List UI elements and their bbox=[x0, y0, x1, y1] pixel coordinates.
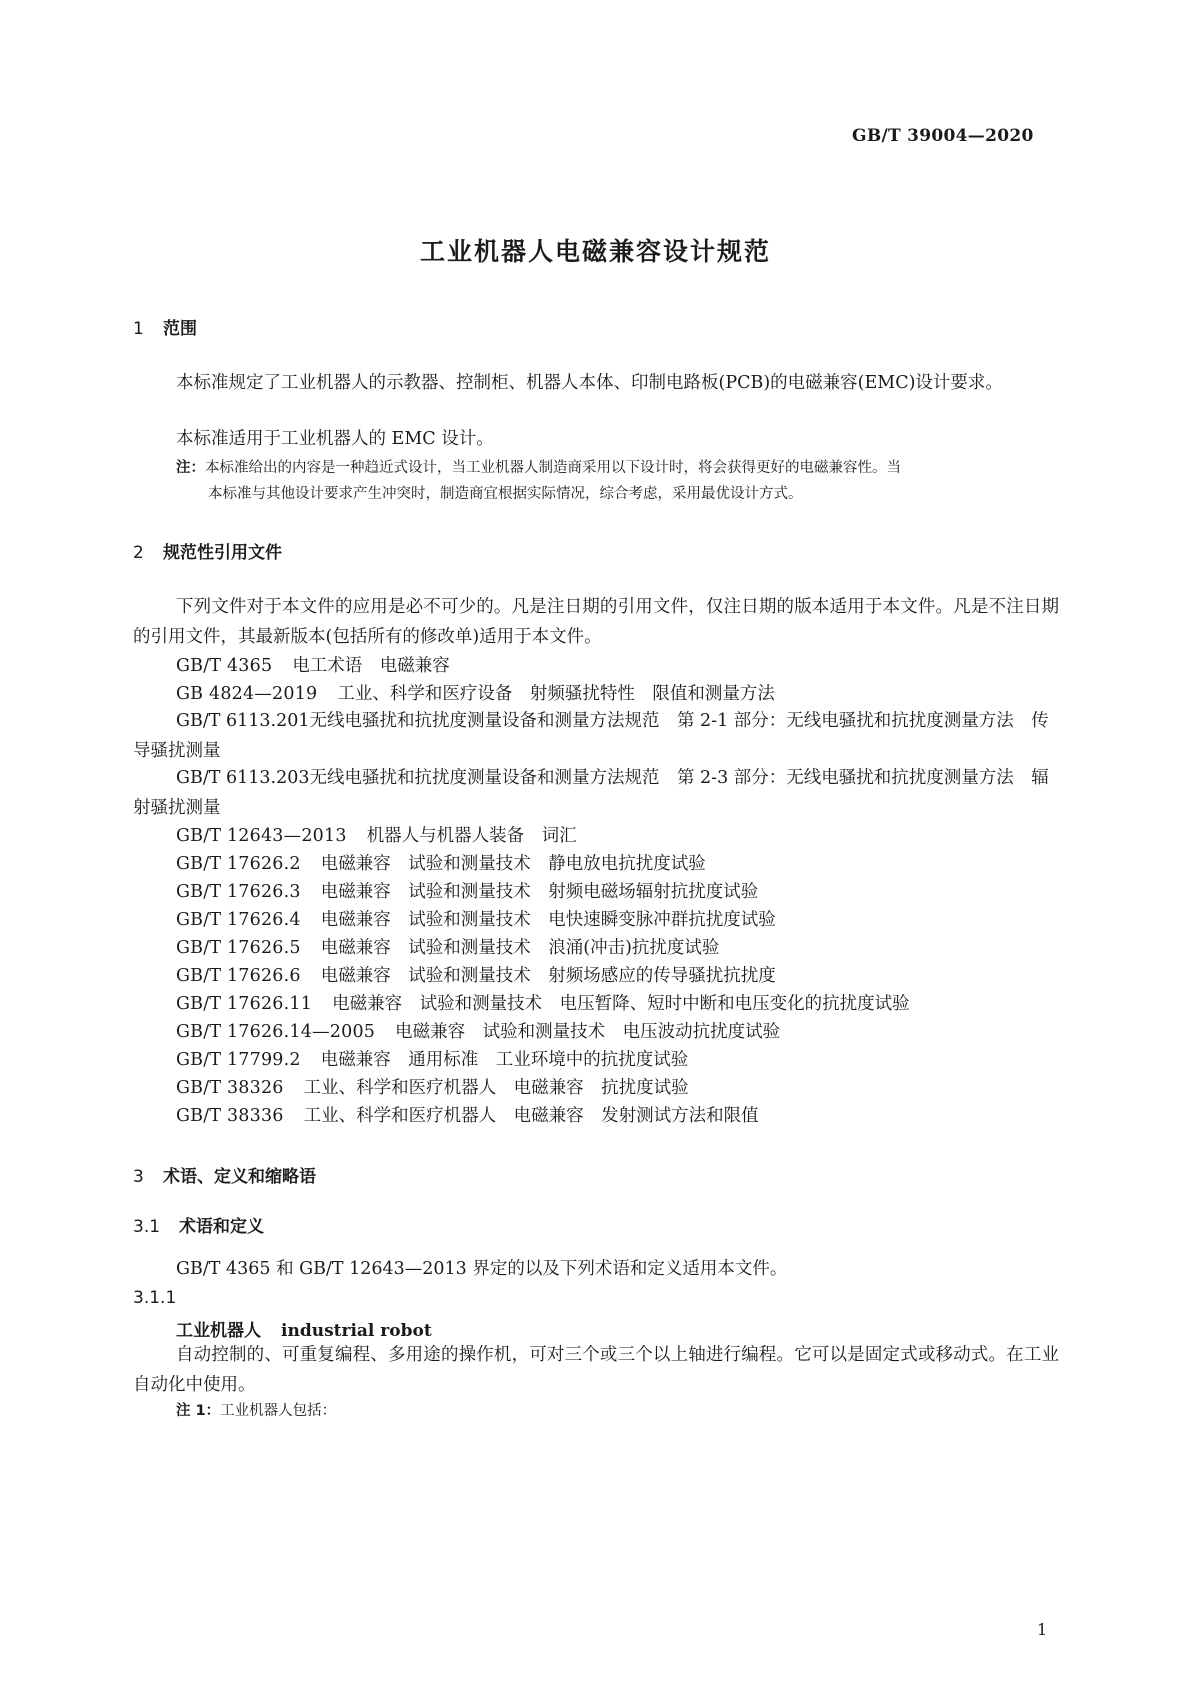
section-number: 1 bbox=[133, 319, 144, 339]
term-note: 注 1：工业机器人包括： bbox=[176, 1403, 337, 1419]
subsection-number: 3.1 bbox=[133, 1217, 161, 1237]
page-number: 1 bbox=[1037, 1620, 1048, 1639]
term-heading bbox=[176, 1316, 432, 1341]
section-2-intro: 下列文件对于本文件的应用是必不可少的。凡是注日期的引用文件，仅注日期的版本适用于本文件。凡是不注日期的引用文件，其最新版本(包括所有的修改单)适用于本文件。 bbox=[133, 597, 1059, 647]
section-title: 规范性引用文件 bbox=[163, 543, 282, 563]
term-number: 3.1.1 bbox=[133, 1288, 177, 1308]
document-title: 工业机器人电磁兼容设计规范 bbox=[419, 237, 771, 266]
term-definition: 自动控制的、可重复编程、多用途的操作机，可对三个或三个以上轴进行编程。它可以是固定式或移动式。在工业自动化中使用。 bbox=[133, 1345, 1059, 1395]
reference-item: GB/T 38336 工业、科学和医疗机器人 电磁兼容 发射测试方法和限值 bbox=[176, 1106, 759, 1126]
term-chinese: 工业机器人 bbox=[176, 1321, 261, 1341]
reference-item: GB/T 4365 电工术语 电磁兼容 bbox=[176, 656, 450, 676]
reference-item: GB/T 17626.2 电磁兼容 试验和测量技术 静电放电抗扰度试验 bbox=[176, 854, 706, 874]
note-label: 注： bbox=[176, 460, 205, 476]
note-line-1: 注：本标准给出的内容是一种趋近式设计，当工业机器人制造商采用以下设计时，将会获得更好的电磁兼容性。当 bbox=[176, 460, 901, 476]
subsection-3-1-heading bbox=[133, 1212, 264, 1237]
reference-item: GB/T 12643—2013 机器人与机器人装备 词汇 bbox=[176, 826, 577, 846]
reference-item: GB/T 17626.3 电磁兼容 试验和测量技术 射频电磁场辐射抗扰度试验 bbox=[176, 882, 759, 902]
section-3-intro: GB/T 4365 和 GB/T 12643—2013 界定的以及下列术语和定义适用本文件。 bbox=[176, 1259, 788, 1279]
subsection-title: 术语和定义 bbox=[179, 1217, 264, 1237]
note-label: 注 1： bbox=[176, 1403, 221, 1419]
section-title: 术语、定义和缩略语 bbox=[163, 1167, 316, 1187]
section-2-heading bbox=[133, 538, 282, 563]
section-1-heading bbox=[133, 314, 197, 339]
term-english: industrial robot bbox=[281, 1321, 432, 1341]
section-1-paragraph-2: 本标准适用于工业机器人的 EMC 设计。 bbox=[176, 429, 494, 449]
reference-item: GB/T 38326 工业、科学和医疗机器人 电磁兼容 抗扰度试验 bbox=[176, 1078, 689, 1098]
reference-item: GB/T 17626.11 电磁兼容 试验和测量技术 电压暂降、短时中断和电压变化的抗扰度试验 bbox=[176, 994, 910, 1014]
note-line-2: 本标准与其他设计要求产生冲突时，制造商宜根据实际情况，综合考虑，采用最优设计方式。 bbox=[208, 486, 803, 502]
reference-item: GB 4824—2019 工业、科学和医疗设备 射频骚扰特性 限值和测量方法 bbox=[176, 684, 775, 704]
reference-item: GB/T 17626.14—2005 电磁兼容 试验和测量技术 电压波动抗扰度试验 bbox=[176, 1022, 781, 1042]
reference-item: GB/T 17626.4 电磁兼容 试验和测量技术 电快速瞬变脉冲群抗扰度试验 bbox=[176, 910, 776, 930]
reference-item: GB/T 6113.201无线电骚扰和抗扰度测量设备和测量方法规范 第 2-1 部分：无线电骚扰和抗扰度测量方法 传导骚扰测量 bbox=[133, 711, 1049, 761]
section-1-paragraph-1: 本标准规定了工业机器人的示教器、控制柜、机器人本体、印制电路板(PCB)的电磁兼容(EMC)设计要求。 bbox=[176, 373, 1003, 393]
standard-code: GB/T 39004—2020 bbox=[852, 126, 1034, 146]
section-number: 3 bbox=[133, 1167, 144, 1187]
reference-item: GB/T 17626.5 电磁兼容 试验和测量技术 浪涌(冲击)抗扰度试验 bbox=[176, 938, 720, 958]
reference-item: GB/T 17799.2 电磁兼容 通用标准 工业环境中的抗扰度试验 bbox=[176, 1050, 689, 1070]
reference-item: GB/T 17626.6 电磁兼容 试验和测量技术 射频场感应的传导骚扰抗扰度 bbox=[176, 966, 776, 986]
section-3-heading bbox=[133, 1162, 316, 1187]
reference-item: GB/T 6113.203无线电骚扰和抗扰度测量设备和测量方法规范 第 2-3 部分：无线电骚扰和抗扰度测量方法 辐射骚扰测量 bbox=[133, 768, 1049, 818]
section-number: 2 bbox=[133, 543, 144, 563]
section-title: 范围 bbox=[163, 319, 197, 339]
section-1-note bbox=[176, 455, 1061, 507]
